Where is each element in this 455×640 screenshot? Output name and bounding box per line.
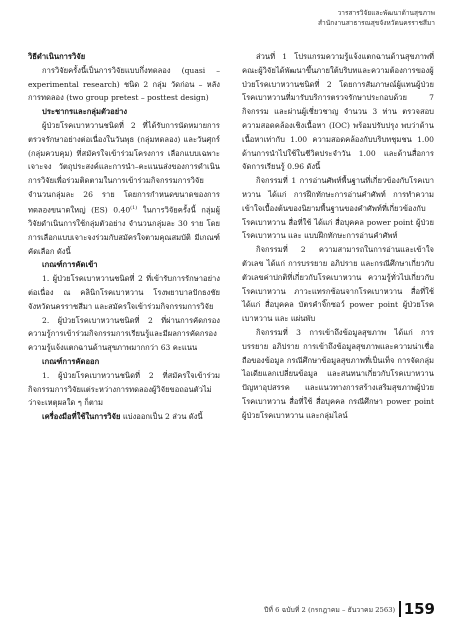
left-column xyxy=(28,50,220,424)
heading-inclusion: เกณฑ์การคัดเข้า xyxy=(42,260,98,270)
paragraph-population xyxy=(28,119,220,259)
heading-tools: เครื่องมือที่ใช้ในการวิจัย xyxy=(42,412,121,422)
inclusion-item-2: 2. ผู้ป่วยโรคเบาหวานชนิดที่ 2 ที่ผ่านการคัดกรองความรู้การเข้าร่วมกิจกรรมการเรียนรู้และมีผลการคัดกรองความรู้แจ้งแตกฉานด้านสุขภาพมากกว่า 63 คะแนน xyxy=(28,315,220,353)
population-text-cont: ในการวิจัยครั้งนี้ กลุ่มผู้วิจัยดำเนินการใช้กลุ่มตัวอย่าง จำนวนกลุ่มละ 30 ราย โดยการเลือกแบบเจาะจงร่วมกับสมัครใจตามคุณสมบัติ มีเกณฑ์คัดเลือก ดังนี้ xyxy=(28,205,220,256)
paragraph-tools xyxy=(28,410,220,424)
heading-method: วิธีดำเนินการวิจัย xyxy=(28,52,86,61)
journal-publisher: สำนักงานสาธารณสุขจังหวัดนครราชสีมา xyxy=(318,19,435,27)
inclusion-item-1: 1. ผู้ป่วยโรคเบาหวานชนิดที่ 2 ที่เข้ารับการรักษาอย่างต่อเนื่อง ณ คลินิกโรคเบาหวาน โรงพยาบาลปักธงชัย จังหวัดนครราชสีมา และสมัครใจเข้าร่วมกิจกรรมการวิจัย xyxy=(28,274,220,311)
heading-population: ประชากรและกลุ่มตัวอย่าง xyxy=(42,107,128,117)
paragraph-part-1: ส่วนที่ 1 โปรแกรมความรู้แจ้งแตกฉานด้านสุขภาพที่คณะผู้วิจัยได้พัฒนาขึ้นภายใต้บริบทและความต้องการของผู้ป่วยโรคเบาหวานชนิดที่ 2 โดยการสัมภาษณ์ผู้แทนผู้ป่วยโรคเบาหวานที่มารับบริการตรวจรักษาประกอบด้วย 7 กิจกรรม และผ่านผู้เชี่ยวชาญ จำนวน 3 ท่าน ตรวจสอบความสอดคล้องเชิงเนื้อหา (IOC) พร้อมปรับปรุง พบว่าด้านเนื้อหาเท่ากับ 1.00 ความสอดคล้องกับบริบทชุมชน 1.00 ด้านการนำไปใช้ในชีวิตประจำวัน 1.00 และด้านสื่อการจัดการเรียนรู้ 0.96 ดังนี้ xyxy=(242,52,434,172)
tools-text: แบ่งออกเป็น 2 ส่วน ดังนี้ xyxy=(120,412,203,422)
paragraph-activity-3: กิจกรรมที่ 3 การเข้าถึงข้อมูลสุขภาพ ได้แก่ การบรรยาย อภิปราย การเข้าถึงข้อมูลสุขภาพและความน่าเชื่อถือของข้อมูล กรณีศึกษาข้อมูลสุขภาพที่เป็นเท็จ การจัดกลุ่มไอเดียแลกเปลี่ยนข้อมูล และสนทนาเกี่ยวกับโรคเบาหวาน ปัญหาอุปสรรค และแนวทางการสร้างเสริมสุขภาพผู้ป่วยโรคเบาหวาน สื่อที่ใช้ สื่อบุคคล กรณีศึกษา power point ผู้ป่วยโรคเบาหวาน และกลุ่มไลน์ xyxy=(242,327,434,420)
population-text: ผู้ป่วยโรคเบาหวานชนิดที่ 2 ที่ได้รับการนัดหมายการตรวจรักษาอย่างต่อเนื่องในวันพุธ (กลุ่มทดลอง) และวันศุกร์ (กลุ่มควบคุม) ที่สมัครใจเข้าร่วมโครงการ เลือกแบบเฉพาะเจาะจง วัตถุประสงค์และการนำ–คะแนนส่งของการดำเนินการวิจัยเพื่อร่วมติดตามในการเข้าร่วมกิจกรรมการวิจัย จำนวนกลุ่มละ 26 ราย โดยการกำหนดขนาดของการทดลองขนาดใหญ่ (ES) 0.40 xyxy=(28,120,220,215)
heading-exclusion: เกณฑ์การคัดออก xyxy=(42,357,100,367)
footer-divider xyxy=(399,601,401,617)
journal-name: วารสารวิจัยและพัฒนาด้านสุขภาพ xyxy=(337,9,435,17)
paragraph-activity-1: กิจกรรมที่ 1 การอ่านศัพท์พื้นฐานที่เกี่ยวข้องกับโรคเบาหวาน ได้แก่ การฝึกทักษะการอ่านคำศัพท์ การทำความเข้าใจเบื้องต้นของนิยามพื้นฐานของคำศัพท์ที่เกี่ยวข้องกับโรคเบาหวาน สื่อที่ใช้ ได้แก่ สื่อบุคคล power point ผู้ป่วยโรคเบาหวาน และ แบบฝึกทักษะการอ่านคำศัพท์ xyxy=(242,176,434,241)
right-column xyxy=(242,50,434,423)
issue-info: ปีที่ 6 ฉบับที่ 2 (กรกฎาคม – ธันวาคม 2563) xyxy=(264,605,396,614)
paragraph-design: การวิจัยครั้งนี้เป็นการวิจัยแบบกึ่งทดลอง (quasi – experimental research) ชนิด 2 กลุ่ม วัดก่อน – หลังการทดลอง (two group pretest – posttest design) xyxy=(28,65,220,103)
running-header xyxy=(318,8,435,28)
citation-superscript: (1) xyxy=(130,204,138,211)
paragraph-activity-2: กิจกรรมที่ 2 ความสามารถในการอ่านและเข้าใจตัวเลข ได้แก่ การบรรยาย อภิปราย และกรณีศึกษาเกี่ยวกับตัวเลขค่าปกติที่เกี่ยวกับโรคเบาหวาน ความรู้ทั่วไปเกี่ยวกับโรคเบาหวาน ภาวะแทรกซ้อนจากโรคเบาหวาน สื่อที่ใช้ ได้แก่ สื่อบุคคล บัตรคำจิ๊กซอว์ power point ผู้ป่วยโรคเบาหวาน และ แผ่นพับ xyxy=(242,245,434,324)
page-number: 159 xyxy=(403,600,435,618)
page-footer xyxy=(264,600,435,618)
exclusion-item-1: 1. ผู้ป่วยโรคเบาหวานชนิดที่ 2 ที่สมัครใจเข้าร่วมกิจกรรมการวิจัยแต่ระหว่างการทดลองผู้วิจัยขอถอนตัวไม่ว่าจะเหตุผลใด ๆ ก็ตาม xyxy=(28,370,220,408)
